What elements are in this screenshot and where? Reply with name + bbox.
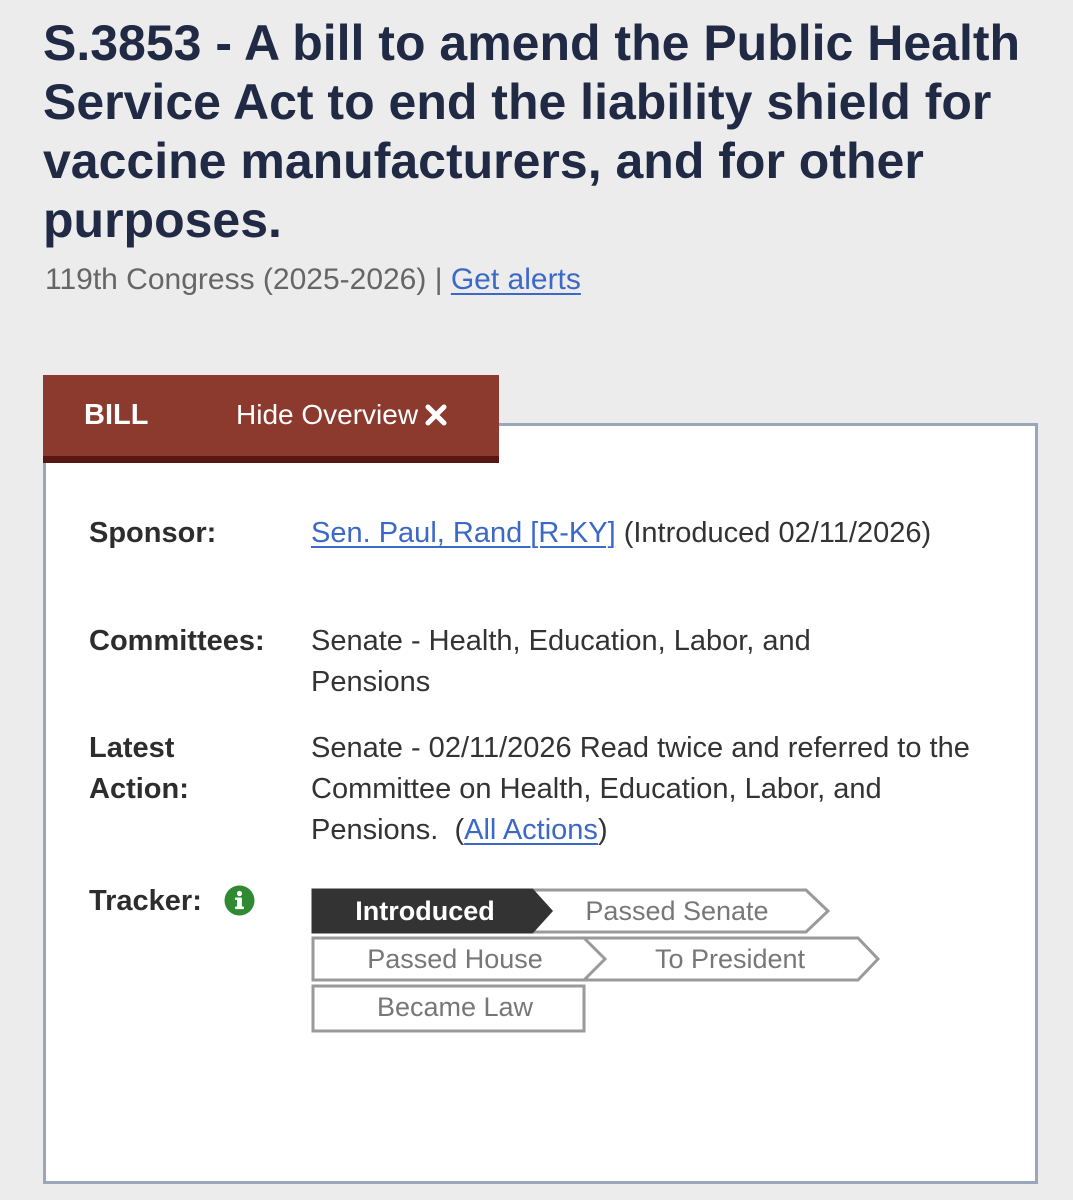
sponsor-value [311,513,991,554]
sponsor-introduced: (Introduced 02/11/2026) [615,517,932,549]
bill-tracker [311,888,891,1038]
tracker-stage-introduced: Introduced [355,896,495,926]
get-alerts-link[interactable]: Get alerts [450,263,581,296]
all-actions-link[interactable]: All Actions [464,814,598,846]
overview-tab-bar [43,375,499,463]
tracker-stage-passed-house: Passed House [367,944,543,974]
tracker-stage-passed-senate: Passed Senate [585,896,769,926]
page-title: S.3853 - A bill to amend the Public Health Service Act to end the liability shield for vaccine manufacturers, and for other purposes. [43,15,1021,248]
latest-action-paren-open: ( [438,814,465,846]
close-icon [425,404,447,426]
sponsor-label: Sponsor: [89,517,217,549]
tracker-label: Tracker: [89,885,202,917]
latest-action-text: Senate - 02/11/2026 Read twice and referred to the Committee on Health, Education, Labor, and Pensions. [311,732,970,846]
tab-bill[interactable]: BILL [84,399,149,431]
tracker-stage-to-president: To President [654,944,806,974]
bill-subtitle [45,262,581,298]
info-icon[interactable] [224,885,255,916]
hide-overview-button[interactable] [236,397,447,433]
hide-overview-label: Hide Overview [236,399,419,430]
committees-value: Senate - Health, Education, Labor, and Pensions [311,625,811,698]
tracker-graphic [311,888,891,1038]
separator: | [434,263,443,296]
committees-label: Committees: [89,625,265,657]
latest-action-value [311,728,971,851]
congress-label: 119th Congress (2025-2026) [45,263,427,296]
tracker-stage-became-law: Became Law [376,992,534,1022]
sponsor-link[interactable]: Sen. Paul, Rand [R-KY] [311,517,616,549]
latest-action-label: Latest Action: [89,732,189,805]
latest-action-paren-close: ) [597,814,608,846]
